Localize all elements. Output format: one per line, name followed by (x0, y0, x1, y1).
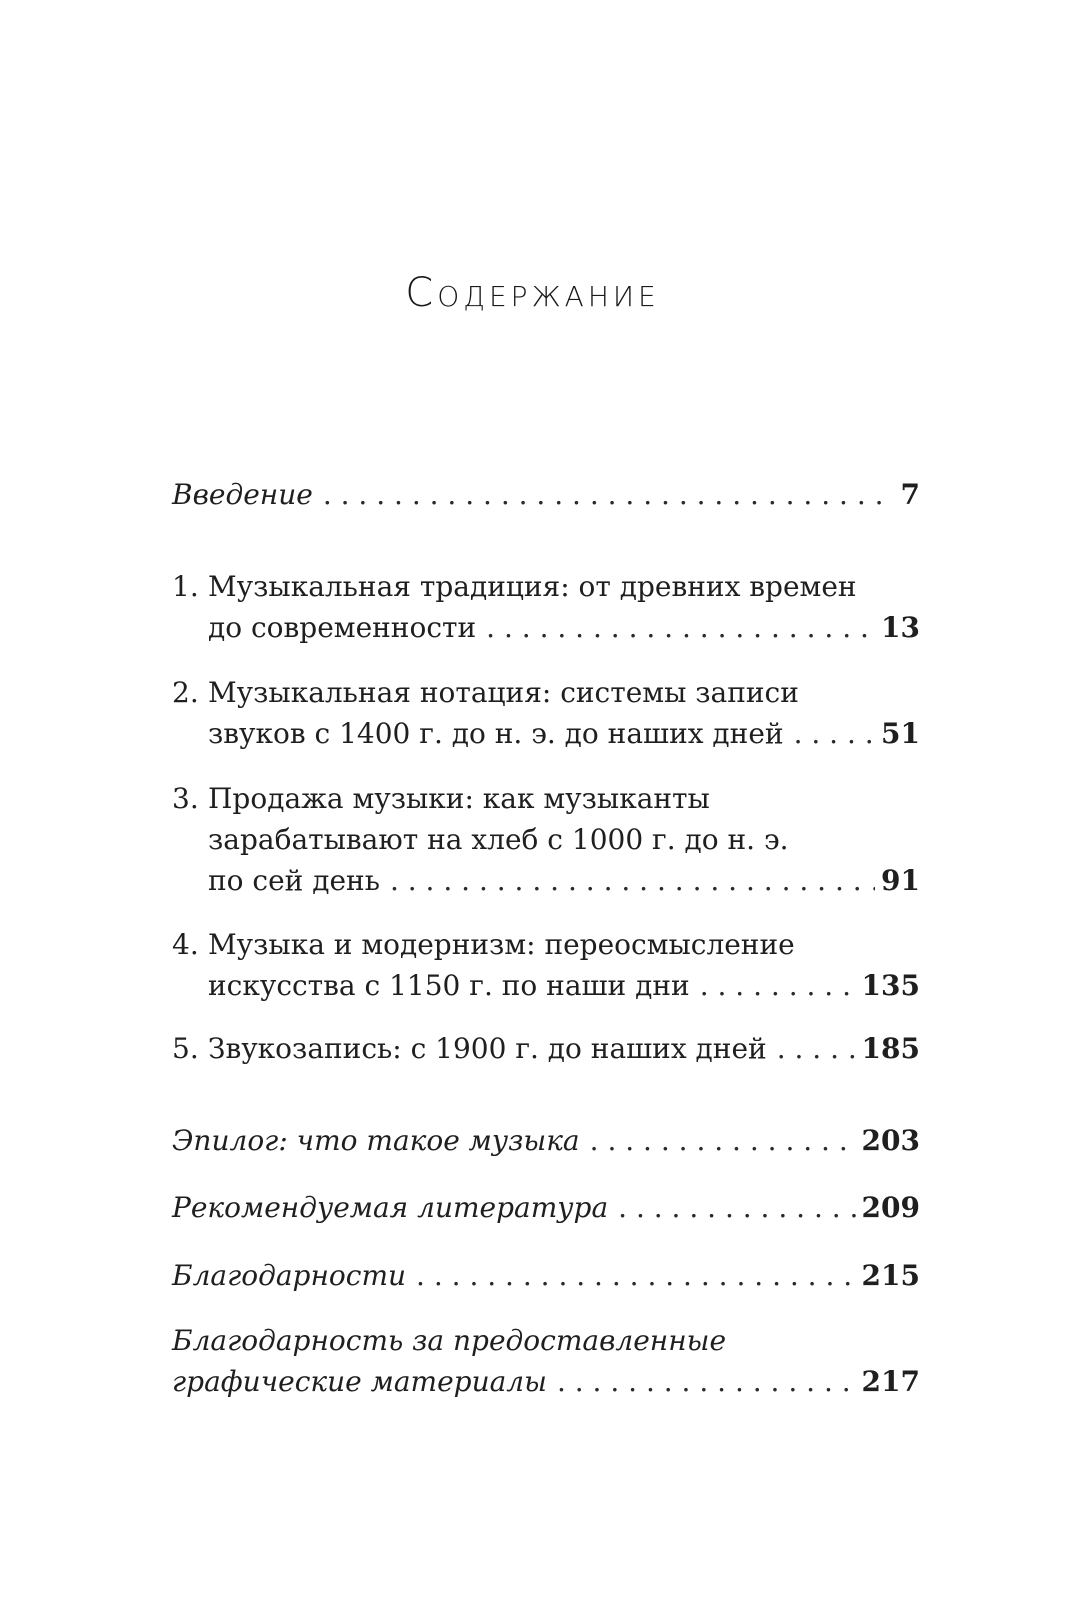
chapter-title-line: искусства с 1150 г. по наши дни (208, 969, 690, 1002)
dot-leader (618, 1187, 855, 1228)
chapter-title-line: Музыкальная нотация: системы записи (208, 676, 799, 709)
chapter-title-line: по сей день (208, 864, 380, 897)
toc-entry-chapter-5[interactable] (172, 1028, 920, 1069)
toc-entry-label: Эпилог: что такое музыка (172, 1124, 580, 1157)
toc-page-number: 217 (861, 1365, 920, 1398)
toc-entry-chapter-3[interactable] (172, 778, 920, 901)
toc-page-number: 51 (881, 717, 920, 750)
toc-entry-acknowledgements[interactable] (172, 1255, 920, 1296)
toc-entry-label: Благодарность за предоставленные (172, 1324, 727, 1357)
toc-entry-chapter-1[interactable] (172, 566, 920, 648)
toc-entry-label: Благодарности (172, 1259, 407, 1292)
toc-entry-label: Введение (172, 478, 313, 511)
chapter-title-line: звуков с 1400 г. до н. э. до наших дней (208, 717, 784, 750)
chapter-title-line: до современности (208, 611, 477, 644)
toc-entry-label: графические материалы (172, 1365, 547, 1398)
chapter-number: 4. (172, 928, 199, 961)
dot-leader (700, 965, 856, 1006)
dot-leader (416, 1255, 856, 1296)
dot-leader (390, 860, 875, 901)
toc-entry-recommended-reading[interactable] (172, 1187, 920, 1228)
toc-page-number: 7 (900, 478, 920, 511)
dot-leader (794, 713, 875, 754)
dot-leader (486, 607, 875, 648)
toc-page-number: 185 (861, 1032, 920, 1065)
dot-leader (777, 1028, 856, 1069)
toc-entry-intro[interactable] (172, 474, 920, 515)
chapter-title-line: Продажа музыки: как музыканты (208, 782, 710, 815)
toc-page-number: 215 (861, 1259, 920, 1292)
toc-entry-epilogue[interactable] (172, 1120, 920, 1161)
page-title: Содержание (405, 270, 660, 316)
chapter-number: 5. (172, 1032, 199, 1065)
dot-leader (557, 1361, 856, 1402)
dot-leader (590, 1120, 856, 1161)
chapter-title-line: Звукозапись: с 1900 г. до наших дней (208, 1032, 767, 1065)
toc-page-number: 13 (881, 611, 920, 644)
toc-entry-label: Рекомендуемая литература (172, 1191, 609, 1224)
toc-page-number: 135 (861, 969, 920, 1002)
chapter-title-line: зарабатывают на хлеб с 1000 г. до н. э. (208, 823, 789, 856)
chapter-number: 2. (172, 676, 199, 709)
chapter-number: 3. (172, 782, 199, 815)
toc-entry-chapter-2[interactable] (172, 672, 920, 754)
dot-leader (323, 474, 895, 515)
chapter-number: 1. (172, 570, 199, 603)
toc-page-number: 203 (861, 1124, 920, 1157)
toc-page-number: 91 (881, 864, 920, 897)
toc-entry-chapter-4[interactable] (172, 924, 920, 1006)
chapter-title-line: Музыка и модернизм: переосмысление (208, 928, 795, 961)
toc-page-number: 209 (861, 1191, 920, 1224)
toc-entry-image-credits[interactable] (172, 1320, 920, 1402)
chapter-title-line: Музыкальная традиция: от древних времен (208, 570, 857, 603)
